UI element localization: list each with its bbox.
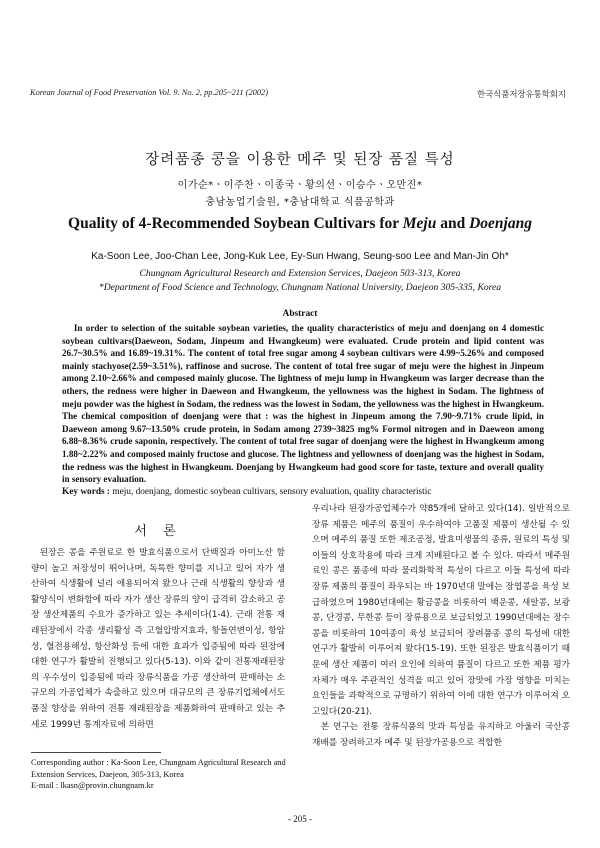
keywords xyxy=(62,487,544,497)
intro-paragraph-right-2: 본 연구는 전통 장류식품의 맛과 특성을 유지하고 아울러 국산콩 재배를 장려하고자 메주 및 된장가공용으로 적합한 xyxy=(312,722,570,748)
english-title xyxy=(0,215,600,233)
abstract-heading: Abstract xyxy=(282,309,318,319)
page-number: - 205 - xyxy=(288,814,312,824)
abstract-text: In order to selection of the suitable soybean varieties, the quality characteristics of meju and doenjang on 4 domestic soybean cultivars(Daeweon, Sodam, Jinpeum and Hwangkeum) were evaluated. Crude protein and lipid content was 26.7~30.5% and 16.89~19.31%. The content of total free sugar among 4 soybean cultivars were 4.99~5.26% and composed mainly stachyose(2.59~3.51%), raffinose and sucrose. The content of total free sugar of meju were the highest in Jinpeum among 2.10~2.66% and composed mainly glucose. The lightness of meju lump in Hwangkeum was larger decrease than the others, the redness were higher in Daeweon and Hwangkeum, the yellowness was the highest in Sodam. The lightness of meju powder was the highest in Sodam, the redness was the lowest in Sodam, the yellowness was the highest in Hwangkeum. The chemical composition of doenjang were that : was the highest in Jinpeum among the 7.90~9.71% crude lipid, in Daeweon among 9.67~13.50% crude protein, in Sodam among 2739~3825 mg% Formol nitrogen and in Daeweon among 6.88~8.36% crude saponin, respectively. The content of total free sugar of doenjang were the highest in Hwangkeum among 1.88~2.22% and composed mainly fructose and glucose. The lightness and yellowness of doenjang was the highest in Sodam, the redness was the highest in Hwangkeum. Doenjang by Hwangkeum had good score for taste, texture and overall quality in sensory evaluation. xyxy=(62,323,544,485)
footnote xyxy=(31,757,293,792)
english-title-meju: Meju xyxy=(402,215,437,232)
intro-paragraph-right-1: 우리나라 된장가공업체수가 약85개에 달하고 있다(14). 일반적으로 장류 제품은 메주의 품질이 우수하여야 고품질 제품이 생산될 수 있으며 메주의 품질 또한 제조공정, 발효미생물의 종류, 원료의 특성 및 이들의 상호작용에 따라 크게 지배된다고 볼 수 있다. 따라서 메주원료인 콩은 품종에 따라 물리화학적 특성이 다르고 이들 특성에 따라 장류 제품의 품질이 좌우되는 바 1970년대 말에는 장엽콩을 육성 보급하였으며 1980년대에는 황금콩을 비롯하여 백운콩, 새알콩, 보광콩, 단경콩, 무한콩 등이 장류용으로 보급되었고 1990년대에는 장수콩을 비롯하여 10여종이 육성 보급되어 장려품종 콩의 특성에 대한 연구가 활발히 이루어져 왔다(15-19). 또한 된장은 발효식품이기 때문에 생산 제품이 여러 요인에 의하여 품질이 다르고 또한 제품 평가 자체가 매우 주관적인 성격을 띠고 있어 장맛에 가장 영향을 미치는 요인들을 과학적으로 규명하기 위하여 이에 대한 연구가 이루어져 오고있다(20-21). xyxy=(312,504,570,717)
korean-affiliation: 충남농업기술원, *충남대학교 식품공학과 xyxy=(205,197,395,208)
korean-title: 장려품종 콩을 이용한 메주 및 된장 품질 특성 xyxy=(145,152,455,168)
section-heading-introduction: 서 론 xyxy=(134,524,182,539)
keywords-label: Key words : xyxy=(62,487,113,497)
society-name: 한국식품저장유통학회지 xyxy=(477,89,566,99)
english-affiliation-1: Chungnam Agricultural Research and Extension Services, Daejeon 503-313, Korea xyxy=(139,268,461,279)
corresponding-author: Corresponding author : Ka-Soon Lee, Chungnam Agricultural Research and Extension Services, Daejeon, 305-313, Korea xyxy=(31,758,286,779)
english-authors: Ka-Soon Lee, Joo-Chan Lee, Jong-Kuk Lee, Ey-Sun Hwang, Seung-soo Lee and Man-Jin Oh* xyxy=(91,251,509,262)
author-email: E-mail : lkasn@provin.chungnam.kr xyxy=(31,781,154,791)
left-column xyxy=(31,520,285,733)
english-affiliation-2: *Department of Food Science and Technology, Chungnam National University, Daejeon 305-335, Korea xyxy=(98,282,502,293)
keywords-text: meju, doenjang, domestic soybean cultivars, sensory evaluation, quality characteristic xyxy=(112,487,432,497)
english-title-part1: Quality of 4-Recommended Soybean Cultivars for xyxy=(68,215,403,232)
english-title-and: and xyxy=(436,215,470,232)
korean-authors: 이가순*ㆍ이주찬ㆍ이종국ㆍ황의선ㆍ이승수ㆍ오만진* xyxy=(177,180,423,191)
journal-citation: Korean Journal of Food Preservation Vol. 9. No. 2, pp.205~211 (2002) xyxy=(30,88,269,97)
footnote-rule xyxy=(31,752,161,753)
abstract xyxy=(62,322,544,486)
intro-paragraph-left: 된장은 콩을 주원료로 한 발효식품으로서 단백질과 아미노산 함량이 높고 저장성이 뛰어나며, 독특한 향미를 지니고 있어 자가 생산하여 식생활에 널리 애용되어져 왔으나 근래 식생활의 향상과 생활양식이 변화함에 따라 자가 생산 장류의 양이 급격히 감소하고 공장 생산제품의 수요가 증가하고 있는 추세이다(1-4). 근래 전통 재래된장에서 각종 생리활성 즉 고혈압방지효과, 항돌연변이성, 항암성, 혈전용해성, 항산화성 등에 대한 효과가 입증됨에 따라 된장에 대한 연구가 활발히 진행되고 있다(5-13). 이와 같이 전통재래된장의 우수성이 입증됨에 따라 장류식품을 가공 생산하여 판매하는 소규모의 가공업체가 속출하고 있으며 대규모의 큰 장류기업체에서도 품질 향상을 위하여 전통 재래된장을 제품화하여 판매하고 있는 추세로 1999년 통계자료에 의하면 xyxy=(31,548,285,730)
english-title-doenjang: Doenjang xyxy=(469,215,532,232)
right-column xyxy=(312,502,570,752)
